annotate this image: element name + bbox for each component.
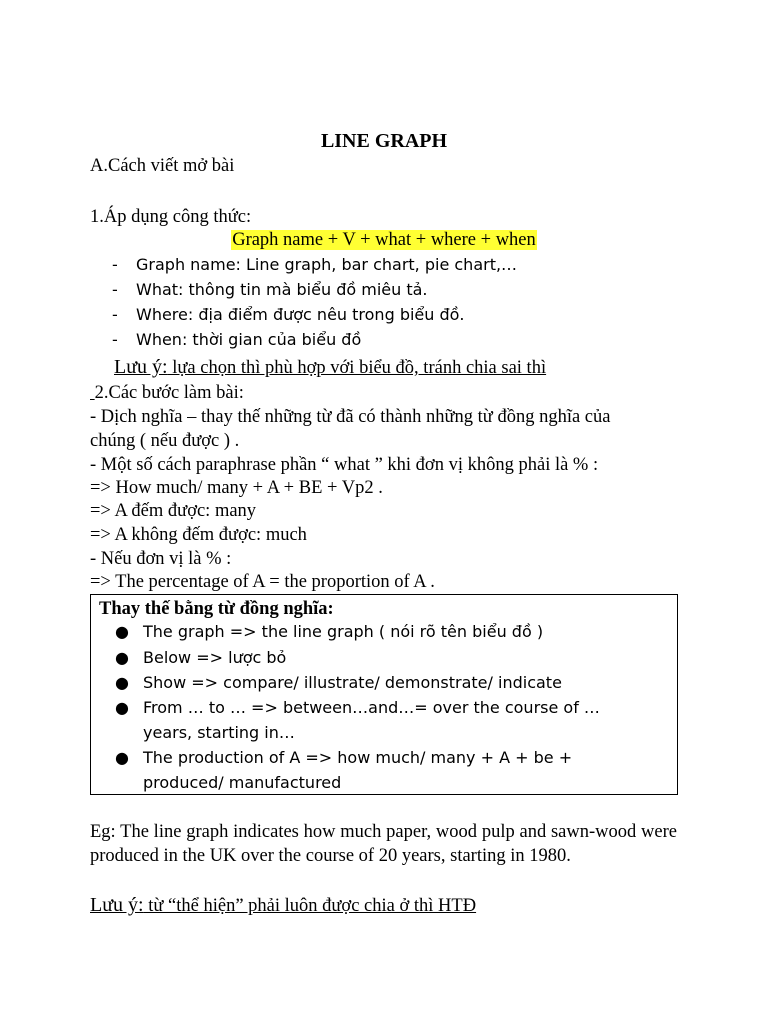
synonym-item-text: Below => lược bỏ [143,648,287,667]
formula-item-text: Where: địa điểm được nêu trong biểu đồ. [136,305,465,324]
dash-marker: - [112,305,118,324]
step2-heading-text: 2.Các bước làm bài: [94,383,244,403]
formula-item [112,253,517,277]
note-1 [114,355,546,380]
synonym-item-text: The graph => the line graph ( nói rõ tên biểu đồ ) [143,622,544,641]
formula-highlight: Graph name + V + what + where + when [232,230,536,250]
step2-line: - Một số cách paraphrase phần “ what ” khi đơn vị không phải là % : [90,455,599,475]
step1-heading: 1.Áp dụng công thức: [90,207,252,227]
dash-marker: - [112,330,118,349]
step2-line: chúng ( nếu được ) . [90,431,240,451]
step2-line: - Nếu đơn vị là % : [90,549,232,569]
step2-line: => How much/ many + A + BE + Vp2 . [90,478,383,498]
formula [0,228,768,252]
note-2-label: Lưu ý: [90,894,144,916]
formula-item-text: Graph name: Line graph, bar chart, pie chart,… [136,255,518,274]
bullet-icon: ● [115,748,129,767]
dash-marker: - [112,280,118,299]
page-title: LINE GRAPH [320,130,448,152]
bullet-icon: ● [115,622,129,641]
formula-item [112,303,465,327]
note-1-label: Lưu ý: [114,356,168,378]
formula-item [112,278,428,302]
step2-line: => A không đếm được: much [90,525,307,545]
formula-item-text: When: thời gian của biểu đồ [136,330,362,349]
example-paragraph: Eg: The line graph indicates how much paper, wood pulp and sawn-wood were produced in the UK over the course of 20 years, starting in 1980. [90,822,677,866]
section-a-heading: A.Cách viết mở bài [90,156,235,176]
step2-line: => The percentage of A = the proportion of A . [90,572,435,592]
bullet-icon: ● [115,648,129,667]
synonym-item-text: From … to … => between…and…= over the course of … years, starting in… [143,698,600,742]
step2-heading [90,381,244,405]
formula-item [112,328,361,352]
formula-item-text: What: thông tin mà biểu đồ miêu tả. [136,280,428,299]
bullet-icon: ● [115,673,129,692]
step2-line: => A đếm được: many [90,501,257,521]
note-1-text: lựa chọn thì phù hợp với biểu đồ, tránh chia sai thì [167,358,547,378]
synonym-box-heading: Thay thế bằng từ đồng nghĩa: [99,599,334,619]
step2-line: - Dịch nghĩa – thay thế những từ đã có thành những từ đồng nghĩa của [90,407,611,427]
note-2-text: từ “thể hiện” phải luôn được chia ở thì HTĐ [143,896,477,916]
synonym-item-text: Show => compare/ illustrate/ demonstrate/ indicate [143,673,562,692]
bullet-icon: ● [115,698,129,717]
synonym-item-text: The production of A => how much/ many + A + be + produced/ manufactured [143,748,573,792]
synonym-box [90,594,678,795]
dash-marker: - [112,255,118,274]
note-2 [90,893,476,918]
